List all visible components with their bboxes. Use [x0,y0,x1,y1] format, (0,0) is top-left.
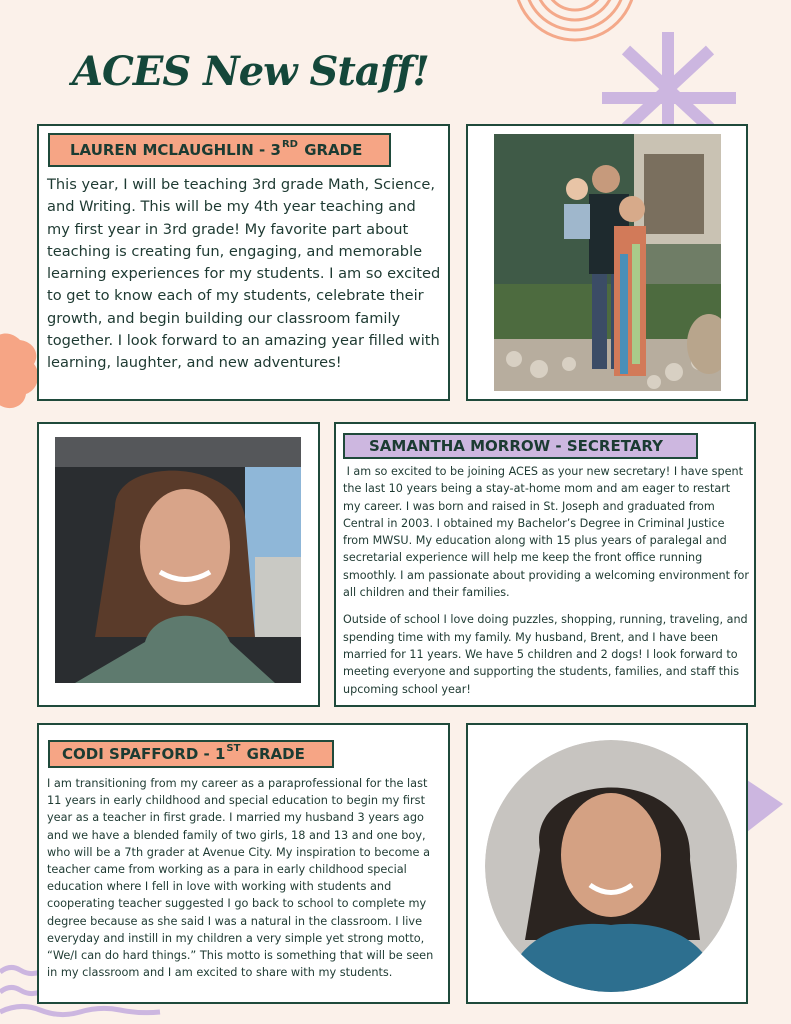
bio-paragraph: I am so excited to be joining ACES as your new secretary! I have spent the last 10 years being a stay-at-home mom and am eager to restart my career. I was born and raised in St. Joseph and graduated from Central in 2003. I obtained my Bachelor’s Degree in Criminal Justice from MWSU. My education along with 15 plus years of paralegal and secretarial experience will help me keep the front office running smoothly. I am passionate about providing a welcoming environment for all children and their families. [343,465,753,600]
name-text: CODI SPAFFORD - 1 [62,745,226,763]
bio-paragraph: Outside of school I love doing puzzles, shopping, running, traveling, and spending time with my family. My husband, Brent, and I have been married for 11 years. We have 5 children and 2 dogs! I look forward to meeting everyone and supporting the students, families, and staff this upcoming school year! [343,613,748,696]
lavender-triangle-decoration [745,778,785,834]
family-photo [494,134,721,391]
ordinal-suffix: RD [281,138,298,150]
staff-bio [343,463,751,698]
staff-bio: I am transitioning from my career as a paraprofessional for the last 11 years in early childhood and special education to begin my first year as a teacher in first grade. I married my husband 3 years ago and we have a blended family of two girls, 18 and 13 and one boy, who will be a 7th grader at Avenue City. My inspiration to become a teacher came from working as a para in early childhood special education where I fell in love with working with students and cooperating teacher suggested I go back to school to complete my degree because as she said I was a natural in the classroom. I live everyday and instill in my children a very simple yet strong motto, “We/I can do hard things.” This motto is something that will be seen in my classroom and I am excited to share with my students. [47,777,434,980]
portrait-photo [485,740,737,992]
staff-name-label [48,740,334,768]
grade-text: GRADE [241,745,305,763]
staff-name-label [48,133,391,167]
staff-bio: This year, I will be teaching 3rd grade Math, Science, and Writing. This will be my 4th year teaching and my first year in 3rd grade! My favorite part about teaching is creating fun, engaging, and memorable learning experiences for my students. I am so excited to get to know each of my students, celebrate their growth, and begin building our classroom family together. I look forward to an amazing year filled with learning, laughter, and new adventures! [47,176,441,372]
grade-text: GRADE [298,141,363,159]
ordinal-suffix: ST [226,742,241,754]
name-text: LAUREN MCLAUGHLIN - 3 [70,141,281,159]
staff-name-label [343,433,698,459]
selfie-photo [55,437,301,683]
name-text: SAMANTHA MORROW - SECRETARY [369,437,663,455]
starburst-decoration [596,30,741,130]
peach-blob-decoration [0,330,40,410]
page-title: ACES New Staff! [72,48,429,95]
